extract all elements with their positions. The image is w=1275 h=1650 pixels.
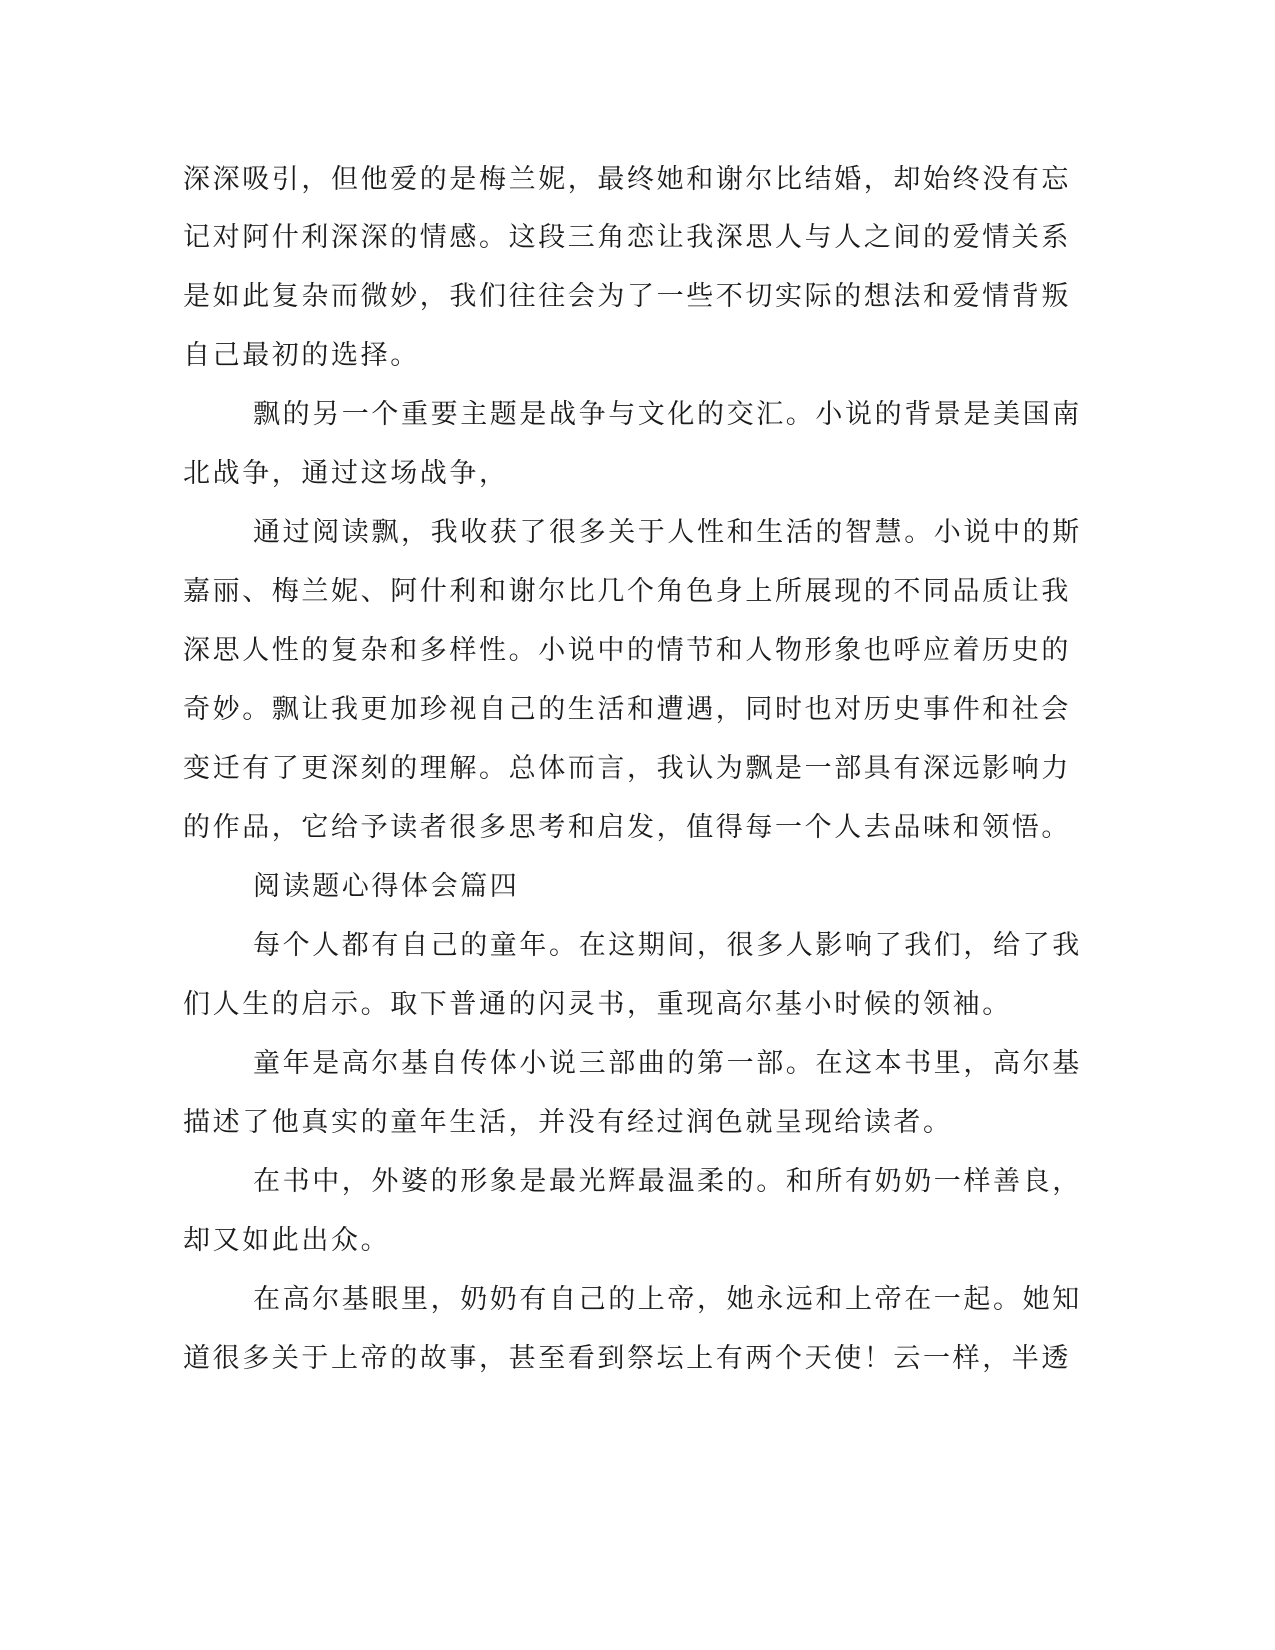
paragraph-start-line: 童年是高尔基自传体小说三部曲的第一部。在这本书里，高尔基	[253, 1048, 1082, 1079]
text-line: 们人生的启示。取下普通的闪灵书，重现高尔基小时候的领袖。	[183, 989, 1012, 1020]
text-line: 自己最初的选择。	[183, 340, 420, 371]
paragraph-start-line: 每个人都有自己的童年。在这期间，很多人影响了我们，给了我	[253, 930, 1082, 961]
paragraph-start-line: 在高尔基眼里，奶奶有自己的上帝，她永远和上帝在一起。她知	[253, 1284, 1082, 1315]
text-line: 奇妙。飘让我更加珍视自己的生活和遭遇，同时也对历史事件和社会	[183, 694, 1071, 725]
text-line: 是如此复杂而微妙，我们往往会为了一些不切实际的想法和爱情背叛	[183, 281, 1071, 312]
text-line: 记对阿什利深深的情感。这段三角恋让我深思人与人之间的爱情关系	[183, 222, 1071, 253]
text-line: 深思人性的复杂和多样性。小说中的情节和人物形象也呼应着历史的	[183, 635, 1071, 666]
text-line: 道很多关于上帝的故事，甚至看到祭坛上有两个天使！云一样，半透	[183, 1343, 1071, 1374]
paragraph-start-line: 在书中，外婆的形象是最光辉最温柔的。和所有奶奶一样善良，	[253, 1166, 1082, 1197]
text-line: 却又如此出众。	[183, 1225, 391, 1256]
text-line: 的作品，它给予读者很多思考和启发，值得每一个人去品味和领悟。	[183, 812, 1071, 843]
text-line: 变迁有了更深刻的理解。总体而言，我认为飘是一部具有深远影响力	[183, 753, 1071, 784]
text-line: 嘉丽、梅兰妮、阿什利和谢尔比几个角色身上所展现的不同品质让我	[183, 576, 1071, 607]
paragraph-start-line: 通过阅读飘，我收获了很多关于人性和生活的智慧。小说中的斯	[253, 517, 1082, 548]
text-line: 北战争，通过这场战争，	[183, 458, 509, 489]
section-heading: 阅读题心得体会篇四	[253, 871, 520, 902]
text-line: 深深吸引，但他爱的是梅兰妮，最终她和谢尔比结婚，却始终没有忘	[183, 164, 1071, 195]
paragraph-start-line: 飘的另一个重要主题是战争与文化的交汇。小说的背景是美国南	[253, 399, 1082, 430]
text-line: 描述了他真实的童年生活，并没有经过润色就呈现给读者。	[183, 1107, 953, 1138]
